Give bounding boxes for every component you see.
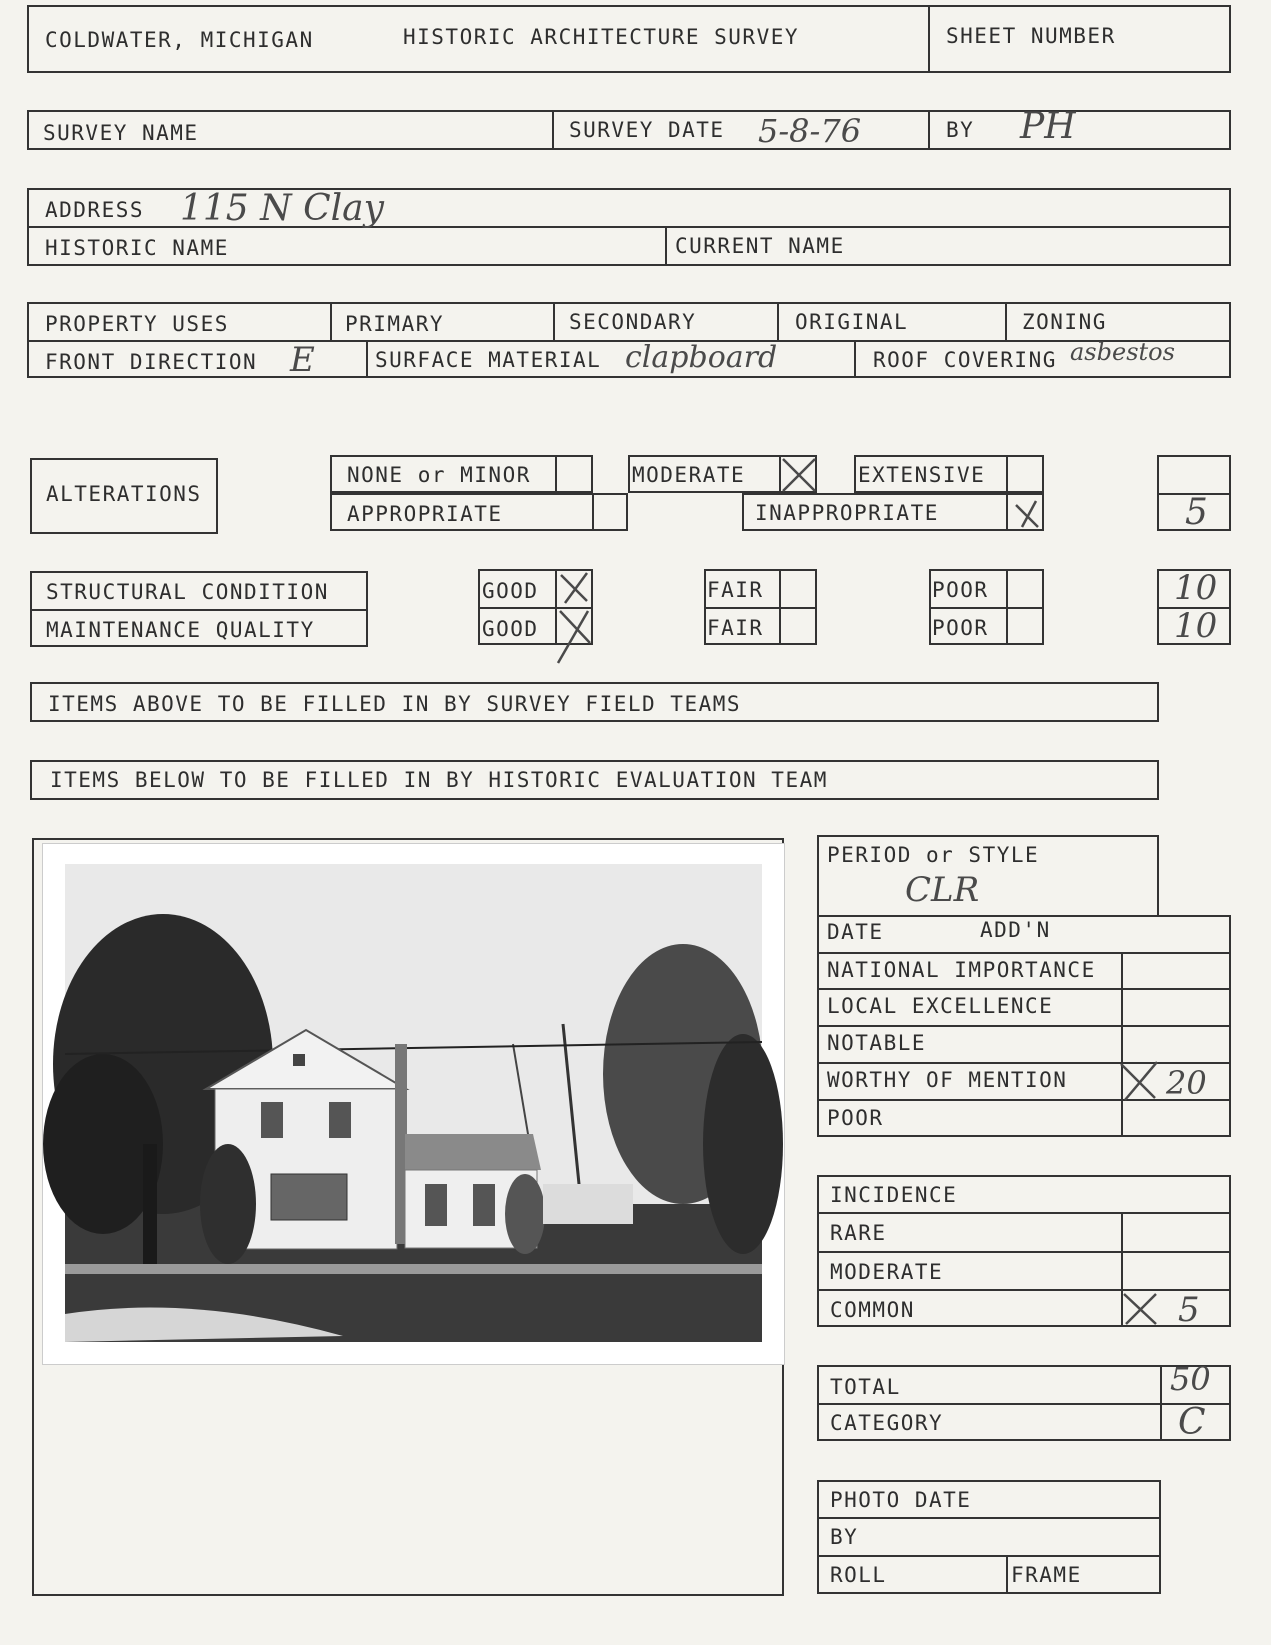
eval-poor-label: POOR [827,1106,884,1130]
maintenance-good-mark [552,607,594,665]
inappropriate-check-mark [1008,495,1042,529]
photo-info-line-1 [817,1517,1161,1519]
common-score: 5 [1178,1290,1200,1330]
eval-row-line-2 [817,988,1231,990]
current-name-divider [665,226,667,266]
alterations-label: ALTERATIONS [46,482,202,506]
total-value: 50 [1170,1360,1211,1398]
original-label: ORIGINAL [795,310,909,334]
maintenance-poor-label: POOR [932,616,989,640]
primary-label: PRIMARY [345,312,445,336]
date-label: DATE [827,920,884,944]
none-minor-check-divider [555,455,557,493]
front-divider-1 [366,340,368,378]
uses-divider-3 [777,302,779,340]
incidence-line-2 [817,1251,1231,1253]
structural-fair-label: FAIR [707,578,764,602]
photo-by-label: BY [830,1525,859,1549]
extensive-label: EXTENSIVE [858,463,986,487]
structural-good-mark [555,569,593,607]
maintenance-score: 10 [1174,606,1218,646]
maintenance-quality-label: MAINTENANCE QUALITY [46,618,315,642]
front-direction-label: FRONT DIRECTION [45,350,258,374]
period-style-label: PERIOD or STYLE [827,843,1040,867]
maintenance-good-label: GOOD [482,617,539,641]
photo-info-line-2 [817,1555,1161,1557]
fair-check-divider [779,569,781,645]
notable-label: NOTABLE [827,1031,927,1055]
uses-divider-1 [330,302,332,340]
period-style-value: CLR [905,870,980,910]
note-above: ITEMS ABOVE TO BE FILLED IN BY SURVEY FIELD TEAMS [48,692,742,716]
survey-name-label: SURVEY NAME [43,121,199,145]
survey-divider-2 [928,110,930,150]
photo-date-label: PHOTO DATE [830,1488,972,1512]
condition-label-divider [30,609,368,611]
addn-label: ADD'N [980,918,1051,942]
eval-row-line-1 [817,952,1231,954]
rare-label: RARE [830,1221,887,1245]
roll-frame-divider [1006,1555,1008,1594]
worthy-check-mark [1115,1058,1163,1104]
category-value: C [1178,1402,1206,1443]
incidence-line-3 [817,1289,1231,1291]
sheet-number-label: SHEET NUMBER [946,24,1116,48]
historic-name-label: HISTORIC NAME [45,236,229,260]
property-uses-label: PROPERTY USES [45,312,229,336]
uses-divider-4 [1005,302,1007,340]
note-below: ITEMS BELOW TO BE FILLED IN BY HISTORIC EVALUATION TEAM [50,768,828,792]
worthy-of-mention-label: WORTHY OF MENTION [827,1068,1068,1092]
front-direction-value: E [290,340,315,380]
secondary-label: SECONDARY [569,310,697,334]
header-divider [928,5,930,73]
zoning-label: ZONING [1022,310,1107,334]
moderate-check-mark [779,455,819,495]
survey-divider-1 [552,110,554,150]
incidence-line-1 [817,1212,1231,1214]
poor-divider [929,607,1044,609]
uses-divider-2 [553,302,555,340]
form-title: HISTORIC ARCHITECTURE SURVEY [403,25,800,49]
survey-date-label: SURVEY DATE [569,118,725,142]
roll-label: ROLL [830,1563,887,1587]
incidence-label: INCIDENCE [830,1183,958,1207]
local-excellence-label: LOCAL EXCELLENCE [827,994,1054,1018]
survey-by-label: BY [946,118,975,142]
alterations-score: 5 [1185,492,1208,533]
structural-condition-label: STRUCTURAL CONDITION [46,580,329,604]
roof-covering-label: ROOF COVERING [873,348,1057,372]
moderate-label: MODERATE [632,463,746,487]
totals-divider [817,1403,1231,1405]
fair-divider [704,607,817,609]
address-value: 115 N Clay [180,188,384,229]
house-photo-image [43,844,784,1364]
city-label: COLDWATER, MICHIGAN [45,28,314,52]
survey-by-value: PH [1020,106,1076,147]
worthy-score: 20 [1166,1064,1207,1102]
appropriate-label: APPROPRIATE [347,502,503,526]
structural-score: 10 [1174,568,1218,608]
eval-check-divider [1121,952,1123,1137]
house-photo [42,843,785,1365]
frame-label: FRAME [1011,1563,1082,1587]
none-minor-label: NONE or MINOR [347,463,531,487]
structural-good-label: GOOD [482,579,539,603]
current-name-label: CURRENT NAME [675,234,845,258]
front-divider-2 [854,340,856,378]
survey-date-value: 5-8-76 [758,112,862,150]
total-label: TOTAL [830,1375,901,1399]
surface-material-value: clapboard [625,340,778,375]
poor-check-divider [1006,569,1008,645]
appropriate-check-divider [592,493,594,531]
maintenance-fair-label: FAIR [707,616,764,640]
extensive-check-divider [1006,455,1008,493]
structural-poor-label: POOR [932,578,989,602]
totals-value-divider [1160,1365,1162,1441]
address-label: ADDRESS [45,198,145,222]
incidence-moderate-label: MODERATE [830,1260,944,1284]
roof-covering-value: asbestos [1070,338,1175,366]
national-importance-label: NATIONAL IMPORTANCE [827,958,1096,982]
eval-row-line-3 [817,1025,1231,1027]
common-label: COMMON [830,1298,915,1322]
category-label: CATEGORY [830,1411,944,1435]
inappropriate-label: INAPPROPRIATE [755,501,939,525]
surface-material-label: SURFACE MATERIAL [375,348,602,372]
common-check-mark [1118,1290,1162,1328]
